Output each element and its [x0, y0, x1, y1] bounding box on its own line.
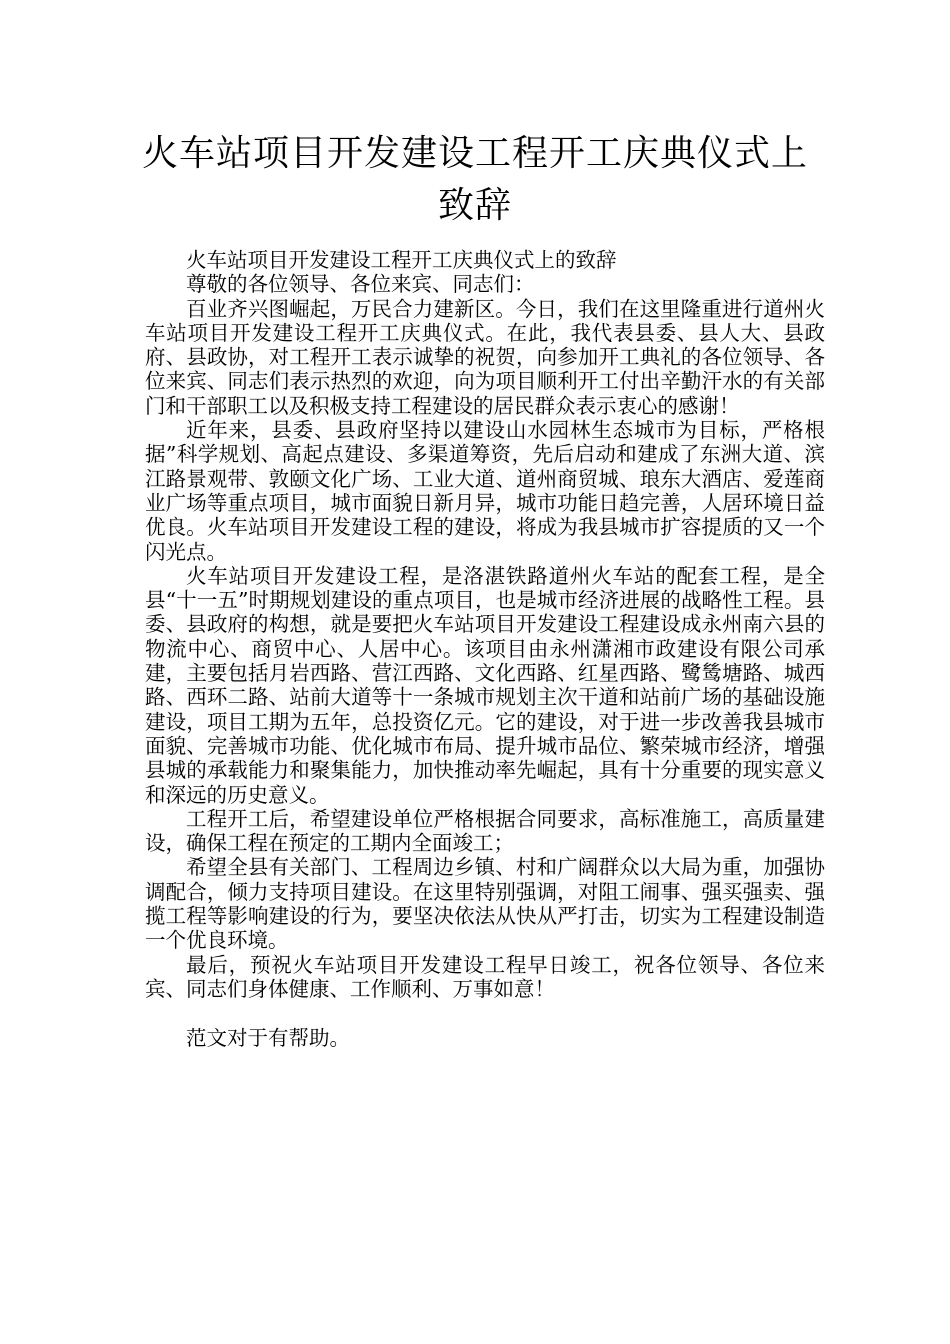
title-line-1: 火车站项目开发建设工程开工庆典仪式上: [141, 133, 808, 174]
title-line-2: 致辞: [437, 185, 512, 226]
paragraph-heading: 火车站项目开发建设工程开工庆典仪式上的致辞: [186, 248, 617, 272]
paragraph-construction-hope: 工程开工后，希望建设单位严格根据合同要求，高标准施工，高质量建设，确保工程在预定的工期内全面竣工；: [145, 806, 825, 856]
paragraph-recent-years: 近年来，县委、县政府坚持以建设山水园林生态城市为目标，严格根据”科学规划、高起点建设、多渠道筹资，先后启动和建成了东洲大道、滨江路景观带、敦颐文化广场、工业大道、道州商贸城、琅东大酒店、爱莲商业广场等重点项目，城市面貌日新月异，城市功能日趋完善，人居环境日益优良。火车站项目开发建设工程的建设，将成为我县城市扩容提质的又一个闪光点。: [145, 418, 825, 564]
paragraph-spacer: [145, 1001, 825, 1025]
paragraph-closing: 最后，预祝火车站项目开发建设工程早日竣工，祝各位领导、各位来宾、同志们身体健康、工作顺利、万事如意！: [145, 952, 825, 1001]
document-body: [145, 248, 825, 1050]
paragraph-footer-note: 范文对于有帮助。: [186, 1025, 350, 1050]
document-title: [120, 128, 830, 232]
paragraph-opening: 百业齐兴图崛起，万民合力建新区。今日，我们在这里隆重进行道州火车站项目开发建设工程开工庆典仪式。在此，我代表县委、县人大、县政府、县政协，对工程开工表示诚挚的祝贺，向参加开工典礼的各位领导、各位来宾、同志们表示热烈的欢迎，向为项目顺利开工付出辛勤汗水的有关部门和干部职工以及积极支持工程建设的居民群众表示衷心的感谢！: [145, 296, 825, 418]
paragraph-project-overview: 火车站项目开发建设工程，是洛湛铁路道州火车站的配套工程，是全县“十一五”时期规划建设的重点项目，也是城市经济进展的战略性工程。县委、县政府的构想，就是要把火车站项目开发建设工程建设成永州南六县的物流中心、商贸中心、人居中心。该项目由永州潇湘市政建设有限公司承建，主要包括月岩西路、营江西路、文化西路、红星西路、鹭鸶塘路、城西路、西环二路、站前大道等十一条城市规划主次干道和站前广场的基础设施建设，项目工期为五年，总投资亿元。它的建设，对于进一步改善我县城市面貌、完善城市功能、优化城市布局、提升城市品位、繁荣城市经济，增强县城的承载能力和聚集能力，加快推动率先崛起，具有十分重要的现实意义和深远的历史意义。: [145, 563, 825, 807]
paragraph-support-hope: 希望全县有关部门、工程周边乡镇、村和广阔群众以大局为重，加强协调配合，倾力支持项目建设。在这里特别强调，对阻工闹事、强买强卖、强揽工程等影响建设的行为，要坚决依法从快从严打击，切实为工程建设制造一个优良环境。: [145, 855, 825, 953]
paragraph-salutation: 尊敬的各位领导、各位来宾、同志们：: [186, 272, 535, 297]
